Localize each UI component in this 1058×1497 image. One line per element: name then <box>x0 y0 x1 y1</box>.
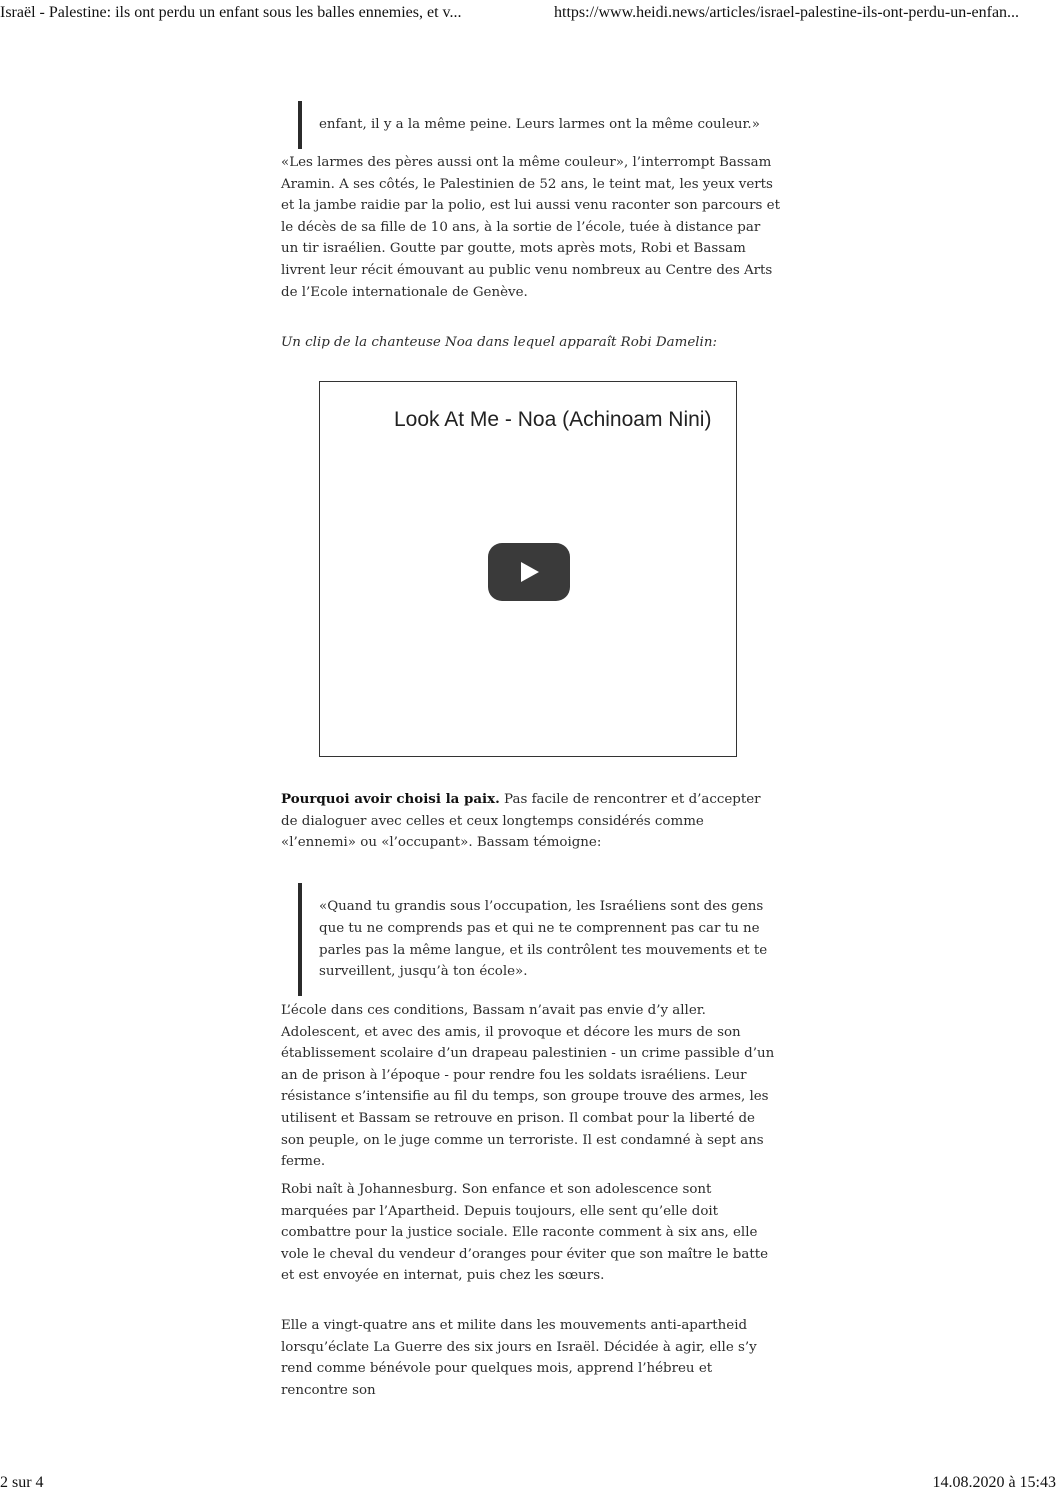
article-paragraph-5 <box>281 1315 781 1401</box>
blockquote-top <box>298 101 799 149</box>
video-title[interactable]: Look At Me - Noa (Achinoam Nini) <box>394 408 712 431</box>
print-date: 14.08.2020 à 15:43 <box>932 1474 1056 1491</box>
print-header <box>0 4 1058 24</box>
paragraph-4-text: Robi naît à Johannesburg. Son enfance et son adolescence sont marquées par l’Apartheid. Depuis toujours, elle sent qu’elle doit combattre pour la justice sociale. Elle raconte comment à six ans, elle vole le cheval du vendeur d’oranges pour éviter que son maître le batte et est envoyée en internat, puis chez les sœurs. <box>281 1182 769 1284</box>
paragraph-2-lead: Pourquoi avoir choisi la paix. <box>281 791 500 807</box>
article-paragraph-3 <box>281 1000 781 1173</box>
paragraph-5-text: Elle a vingt-quatre ans et milite dans les mouvements anti-apartheid lorsqu’éclate La Guerre des six jours en Israël. Décidée à agir, elle s’y rend comme bénévole pour quelques mois, apprend l’hébreu et rencontre son <box>281 1318 757 1398</box>
blockquote-top-text: enfant, il y a la même peine. Leurs larmes ont la même couleur.» <box>319 117 760 133</box>
blockquote-middle-text: «Quand tu grandis sous l’occupation, les Israéliens sont des gens que tu ne comprends pas et qui ne te comprennent pas car tu ne parles pas la même langue, et ils contrôlent tes mouvements et te surveillent, jusqu’à ton école». <box>319 899 768 980</box>
play-icon <box>488 543 570 601</box>
print-footer <box>0 1474 1058 1494</box>
page-number: 2 sur 4 <box>0 1474 44 1491</box>
paragraph-1-text: «Les larmes des pères aussi ont la même couleur», l’interrompt Bassam Aramin. A ses côtés, le Palestinien de 52 ans, le teint mat, les yeux verts et la jambe raidie par la polio, est lui aussi venu raconter son parcours et le décès de sa fille de 10 ans, à la sortie de l’école, tuée à distance par un tir israélien. Goutte par goutte, mots après mots, Robi et Bassam livrent leur récit émouvant au public venu nombreux au Centre des Arts de l’Ecole internationale de Genève. <box>281 155 780 300</box>
video-embed[interactable] <box>319 381 737 757</box>
play-button[interactable] <box>488 543 570 601</box>
article-paragraph-4 <box>281 1179 781 1287</box>
video-caption <box>281 332 781 354</box>
print-header-url: https://www.heidi.news/articles/israel-palestine-ils-ont-perdu-un-enfan... <box>554 4 1020 21</box>
article-paragraph-1 <box>281 152 781 303</box>
video-caption-text: Un clip de la chanteuse Noa dans lequel apparaît Robi Damelin: <box>281 335 717 350</box>
paragraph-3-text: L’école dans ces conditions, Bassam n’avait pas envie d’y aller. Adolescent, et avec des amis, il provoque et décore les murs de son établissement scolaire d’un drapeau palestinien - un crime passible d’un an de prison à l’époque - pour rendre fou les soldats israéliens. Leur résistance s’intensifie au fil du temps, son groupe trouve des armes, les utilisent et Bassam se retrouve en prison. Il combat pour la liberté de son peuple, on le juge comme un terroriste. Il est condamné à sept ans ferme. <box>281 1003 775 1170</box>
print-header-title: Israël - Palestine: ils ont perdu un enfant sous les balles ennemies, et v... <box>0 4 462 21</box>
paragraph-2-rest: Pas facile de rencontrer et d’accepter de dialoguer avec celles et ceux longtemps considérés comme «l’ennemi» ou «l’occupant». Bassam témoigne: <box>281 792 761 851</box>
blockquote-middle <box>298 883 779 996</box>
paragraph-2-text <box>281 789 781 854</box>
article-paragraph-2 <box>281 789 781 854</box>
